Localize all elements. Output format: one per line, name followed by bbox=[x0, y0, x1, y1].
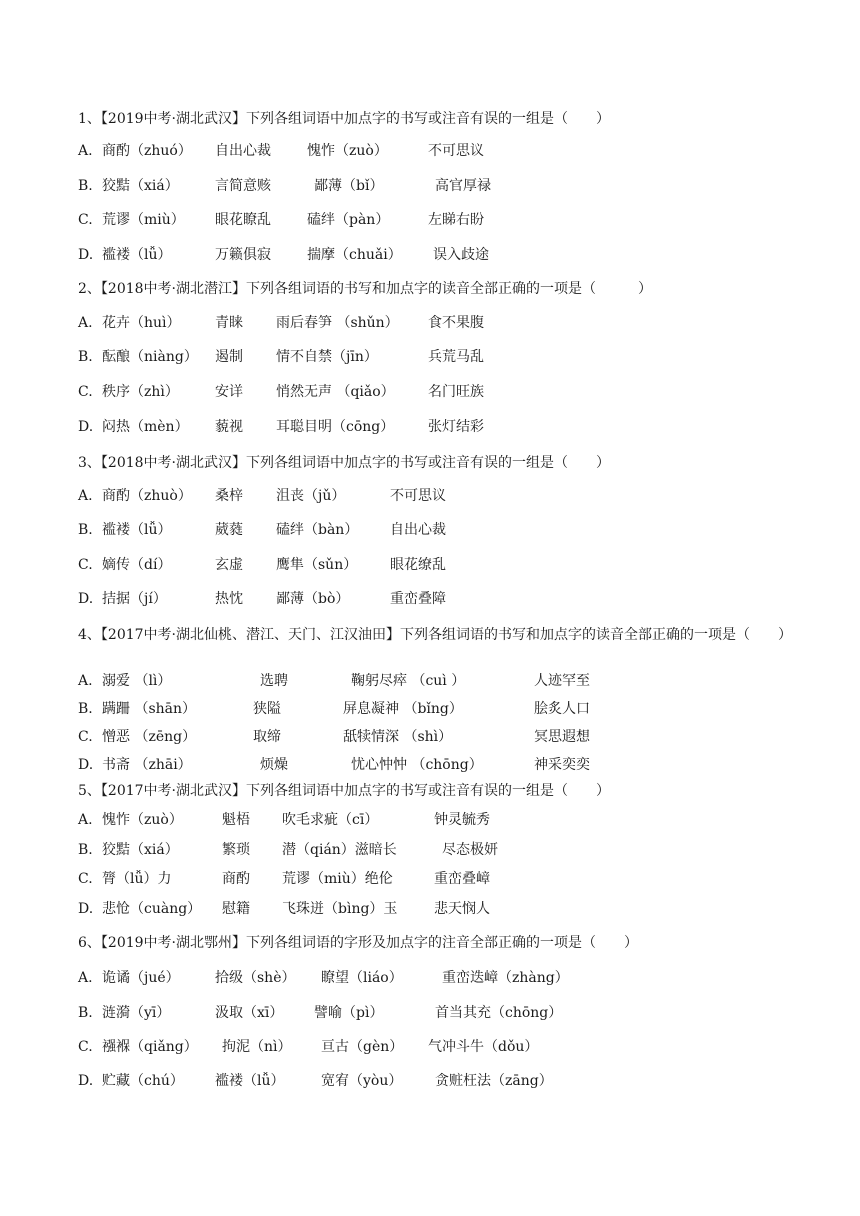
option-term: 烦燥 bbox=[260, 757, 288, 773]
option-term: 褴褛（lǚ） bbox=[215, 1073, 285, 1089]
question-6-option-d bbox=[78, 1071, 778, 1091]
question-1-option-a bbox=[78, 141, 778, 161]
option-label: D. bbox=[78, 757, 94, 773]
option-term: 沮丧（jǔ） bbox=[276, 488, 346, 504]
option-term: 首当其充（chōng） bbox=[435, 1005, 563, 1021]
option-term: 悲怆（cuàng） bbox=[102, 901, 202, 917]
option-term: 鹰隼（sǔn） bbox=[276, 557, 358, 573]
option-term: 汲取（xī） bbox=[215, 1005, 284, 1021]
option-term: 葳蕤 bbox=[215, 522, 243, 538]
option-term: 不可思议 bbox=[390, 488, 446, 504]
option-term: 尽态极妍 bbox=[442, 842, 498, 858]
option-term: 吹毛求疵（cī） bbox=[282, 812, 379, 828]
option-term: 悲天悯人 bbox=[434, 901, 490, 917]
option-term: 商酌 bbox=[222, 871, 250, 887]
option-term: 玄虚 bbox=[215, 557, 243, 573]
question-1-option-b bbox=[78, 176, 778, 196]
option-term: 荒谬（miù）绝伦 bbox=[282, 871, 393, 887]
option-term: 拾级（shè） bbox=[215, 970, 296, 986]
question-5-title: 5、【2017中考·湖北武汉】下列各组词语中加点字的书写或注音有误的一组是（ ） bbox=[78, 783, 610, 799]
question-3-option-b bbox=[78, 520, 778, 540]
option-label: D. bbox=[78, 247, 94, 263]
question-2-option-a bbox=[78, 313, 778, 333]
option-term: 桑梓 bbox=[215, 488, 243, 504]
option-term: 误入歧途 bbox=[433, 247, 489, 263]
option-label: A. bbox=[78, 488, 93, 504]
option-term: 重峦迭嶂（zhàng） bbox=[442, 970, 569, 986]
option-term: 言简意赅 bbox=[215, 178, 271, 194]
option-term: 蹒跚 （shān） bbox=[102, 701, 197, 717]
question-3-option-a bbox=[78, 486, 778, 506]
option-term: 狡黠（xiá） bbox=[102, 842, 179, 858]
option-term: 繁琐 bbox=[222, 842, 250, 858]
option-term: 选聘 bbox=[260, 673, 288, 689]
option-term: 青睐 bbox=[215, 315, 243, 331]
option-term: 名门旺族 bbox=[428, 384, 484, 400]
question-2-title: 2、【2018中考·湖北潜江】下列各组词语的书写和加点字的读音全部正确的一项是（ ） bbox=[78, 281, 652, 297]
option-label: D. bbox=[78, 1073, 94, 1089]
option-term: 商酌（zhuó） bbox=[102, 143, 192, 159]
option-label: C. bbox=[78, 557, 93, 573]
option-term: 贮藏（chú） bbox=[102, 1073, 184, 1089]
option-term: 眼花缭乱 bbox=[390, 557, 446, 573]
option-label: D. bbox=[78, 591, 94, 607]
question-3-option-d bbox=[78, 589, 778, 609]
option-term: 人迹罕至 bbox=[534, 673, 590, 689]
question-6-title: 6、【2019中考·湖北鄂州】下列各组词语的字形及加点字的注音全部正确的一项是（ ） bbox=[78, 935, 638, 951]
option-term: 涟漪（yī） bbox=[102, 1005, 171, 1021]
option-term: 屏息凝神 （bǐng） bbox=[343, 701, 463, 717]
option-term: 雨后春笋 （shǔn） bbox=[276, 315, 399, 331]
question-5-option-d bbox=[78, 899, 778, 919]
option-term: 秩序（zhì） bbox=[102, 384, 179, 400]
option-term: 书斋 （zhāi） bbox=[102, 757, 192, 773]
option-term: 不可思议 bbox=[428, 143, 484, 159]
option-term: 藐视 bbox=[215, 419, 243, 435]
option-term: 闷热（mèn） bbox=[102, 419, 189, 435]
option-term: 褴褛（lǚ） bbox=[102, 247, 172, 263]
option-label: A. bbox=[78, 143, 93, 159]
option-term: 高官厚禄 bbox=[435, 178, 491, 194]
question-5-option-a bbox=[78, 810, 778, 830]
option-term: 拘泥（nì） bbox=[222, 1039, 292, 1055]
option-term: 宽宥（yòu） bbox=[321, 1073, 403, 1089]
option-term: 情不自禁（jīn） bbox=[276, 349, 378, 365]
question-4-option-a bbox=[78, 671, 778, 691]
question-6-option-a bbox=[78, 968, 778, 988]
option-label: B. bbox=[78, 522, 93, 538]
option-term: 譬喻（pì） bbox=[314, 1005, 384, 1021]
option-label: A. bbox=[78, 812, 93, 828]
question-2-option-c bbox=[78, 382, 778, 402]
option-term: 磕绊（pàn） bbox=[307, 212, 390, 228]
option-term: 愧怍（zuò） bbox=[102, 812, 183, 828]
option-term: 冥思遐想 bbox=[534, 729, 590, 745]
question-4-title: 4、【2017中考·湖北仙桃、潜江、天门、江汉油田】下列各组词语的书写和加点字的读音全部正确的一项是（ ） bbox=[78, 627, 792, 643]
question-4-option-d bbox=[78, 755, 778, 775]
option-term: 钟灵毓秀 bbox=[434, 812, 490, 828]
option-label: A. bbox=[78, 673, 93, 689]
option-label: C. bbox=[78, 871, 93, 887]
option-term: 襁褓（qiǎng） bbox=[102, 1039, 198, 1055]
option-label: D. bbox=[78, 901, 94, 917]
option-term: 膂（lǚ）力 bbox=[102, 871, 172, 887]
option-term: 遏制 bbox=[215, 349, 243, 365]
question-2-option-b bbox=[78, 347, 778, 367]
option-term: 兵荒马乱 bbox=[428, 349, 484, 365]
option-term: 狭隘 bbox=[253, 701, 281, 717]
option-term: 鞠躬尽瘁 （cuì ） bbox=[351, 673, 466, 689]
option-term: 溺爱 （lì） bbox=[102, 673, 172, 689]
option-label: B. bbox=[78, 349, 93, 365]
option-term: 耳聪目明（cōng） bbox=[276, 419, 395, 435]
question-4-option-c bbox=[78, 727, 778, 747]
question-5-option-c bbox=[78, 869, 778, 889]
option-term: 气冲斗牛（dǒu） bbox=[428, 1039, 539, 1055]
option-term: 酝酿（niàng） bbox=[102, 349, 198, 365]
option-term: 自出心裁 bbox=[215, 143, 271, 159]
option-term: 磕绊（bàn） bbox=[276, 522, 359, 538]
option-term: 万籁俱寂 bbox=[215, 247, 271, 263]
option-term: 重峦叠障 bbox=[390, 591, 446, 607]
option-label: A. bbox=[78, 970, 93, 986]
option-label: C. bbox=[78, 729, 93, 745]
option-label: D. bbox=[78, 419, 94, 435]
question-1-title: 1、【2019中考·湖北武汉】下列各组词语中加点字的书写或注音有误的一组是（ ） bbox=[78, 111, 610, 127]
option-term: 神采奕奕 bbox=[534, 757, 590, 773]
option-term: 重峦叠嶂 bbox=[434, 871, 490, 887]
option-term: 亘古（gèn） bbox=[321, 1039, 404, 1055]
question-1-option-d bbox=[78, 245, 778, 265]
question-2-option-d bbox=[78, 417, 778, 437]
option-term: 狡黠（xiá） bbox=[102, 178, 179, 194]
option-term: 安详 bbox=[215, 384, 243, 400]
option-term: 憎恶 （zēng） bbox=[102, 729, 197, 745]
option-term: 眼花瞭乱 bbox=[215, 212, 271, 228]
option-term: 舐犊情深 （shì） bbox=[343, 729, 453, 745]
question-3-title: 3、【2018中考·湖北武汉】下列各组词语中加点字的书写或注音有误的一组是（ ） bbox=[78, 455, 610, 471]
option-term: 瞭望（liáo） bbox=[321, 970, 403, 986]
option-term: 飞珠迸（bìng）玉 bbox=[282, 901, 398, 917]
question-1-option-c bbox=[78, 210, 778, 230]
question-6-option-c bbox=[78, 1037, 778, 1057]
option-term: 揣摩（chuǎi） bbox=[307, 247, 402, 263]
option-label: B. bbox=[78, 178, 93, 194]
option-term: 荒谬（miù） bbox=[102, 212, 185, 228]
option-term: 慰籍 bbox=[222, 901, 250, 917]
option-term: 拮据（jí） bbox=[102, 591, 167, 607]
option-label: B. bbox=[78, 701, 93, 717]
question-3-option-c bbox=[78, 555, 778, 575]
option-term: 鄙薄（bò） bbox=[276, 591, 350, 607]
option-term: 食不果腹 bbox=[428, 315, 484, 331]
option-label: C. bbox=[78, 212, 93, 228]
option-label: A. bbox=[78, 315, 93, 331]
option-term: 商酌（zhuò） bbox=[102, 488, 192, 504]
option-term: 忧心忡忡 （chōng） bbox=[351, 757, 483, 773]
option-term: 贪赃枉法（zāng） bbox=[435, 1073, 553, 1089]
question-4-option-b bbox=[78, 699, 778, 719]
option-label: B. bbox=[78, 1005, 93, 1021]
option-term: 诡谲（jué） bbox=[102, 970, 180, 986]
option-label: B. bbox=[78, 842, 93, 858]
option-label: C. bbox=[78, 1039, 93, 1055]
option-term: 潜（qián）滋暗长 bbox=[282, 842, 397, 858]
option-term: 热忱 bbox=[215, 591, 243, 607]
option-term: 张灯结彩 bbox=[428, 419, 484, 435]
option-term: 取缔 bbox=[253, 729, 281, 745]
option-term: 鄙薄（bǐ） bbox=[314, 178, 384, 194]
option-term: 魁梧 bbox=[222, 812, 250, 828]
option-term: 褴褛（lǚ） bbox=[102, 522, 172, 538]
option-term: 脍炙人口 bbox=[534, 701, 590, 717]
option-term: 嫡传（dí） bbox=[102, 557, 172, 573]
option-term: 花卉（huì） bbox=[102, 315, 181, 331]
option-term: 悄然无声 （qiǎo） bbox=[276, 384, 395, 400]
option-term: 愧怍（zuò） bbox=[307, 143, 388, 159]
option-label: C. bbox=[78, 384, 93, 400]
question-5-option-b bbox=[78, 840, 778, 860]
option-term: 自出心裁 bbox=[390, 522, 446, 538]
question-6-option-b bbox=[78, 1003, 778, 1023]
option-term: 左睇右盼 bbox=[428, 212, 484, 228]
